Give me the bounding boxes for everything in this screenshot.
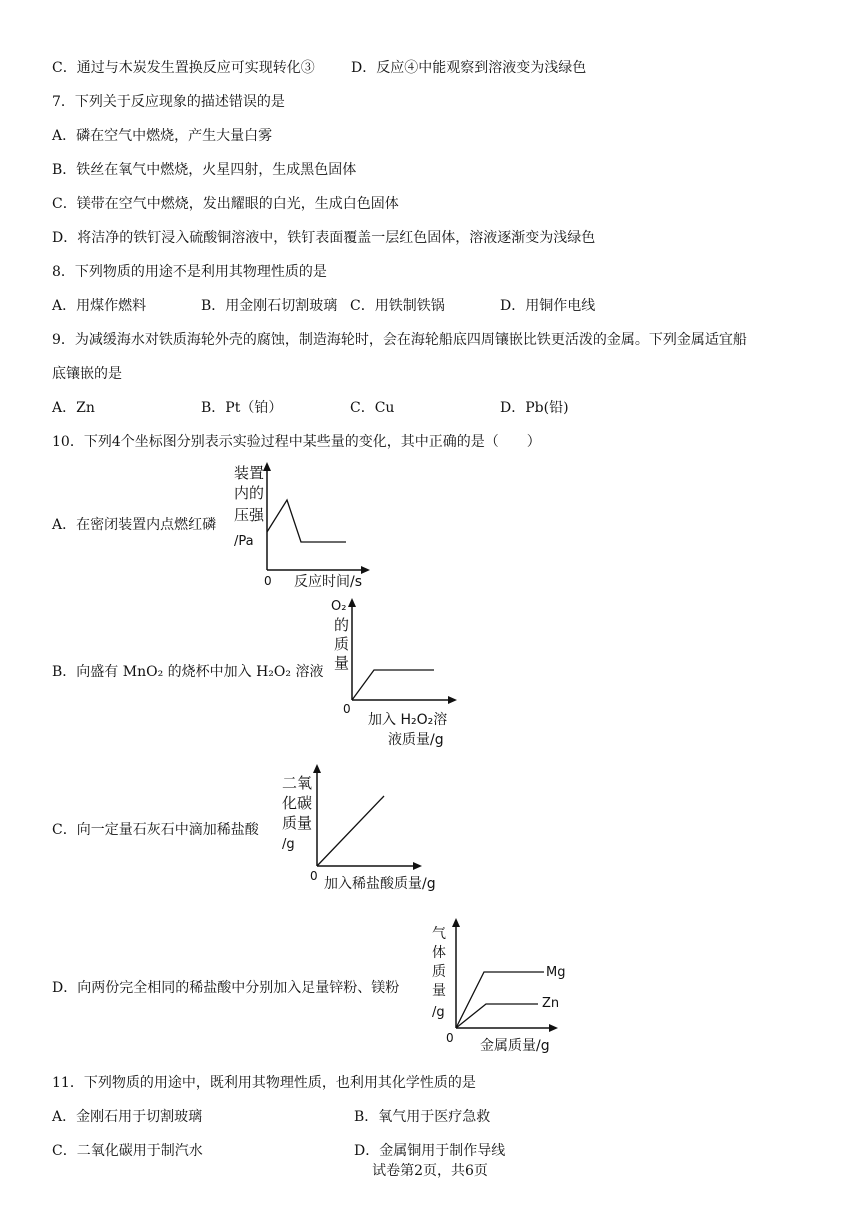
q7-option-d: D．将洁净的铁钉浸入硫酸铜溶液中，铁钉表面覆盖一层红色固体，溶液逐渐变为浅绿色 bbox=[52, 230, 596, 246]
graph-a-ylabel-3: 压强 bbox=[234, 506, 265, 524]
graph-d-series-mg: Mg bbox=[546, 965, 566, 980]
q9-option-c: C．Cu bbox=[350, 400, 395, 416]
q11-option-d: D．金属铜用于制作导线 bbox=[354, 1143, 506, 1159]
q11-option-b: B．氧气用于医疗急救 bbox=[354, 1109, 491, 1125]
q8-option-d: D．用铜作电线 bbox=[500, 298, 596, 314]
graph-b-ylabel-2: 的 bbox=[334, 616, 350, 634]
graph-a-ylabel-1: 装置 bbox=[234, 464, 265, 482]
q9-stem-line1: 9．为减缓海水对铁质海轮外壳的腐蚀，制造海轮时，会在海轮船底四周镶嵌比铁更活泼的金属。下列金属适宜船 bbox=[52, 332, 747, 348]
graph-b-ylabel-1: O₂ bbox=[331, 599, 347, 614]
q10-graph-c bbox=[278, 758, 458, 898]
q9-option-d: D．Pb(铅) bbox=[500, 400, 569, 416]
q7-option-a: A．磷在空气中燃烧，产生大量白雾 bbox=[52, 128, 273, 144]
graph-c-xlabel: 加入稀盐酸质量/g bbox=[324, 876, 436, 892]
q10-graph-d bbox=[426, 912, 586, 1057]
graph-d-origin: 0 bbox=[446, 1031, 454, 1045]
graph-d-ylabel-2: 体 bbox=[432, 945, 446, 961]
graph-c-ylabel-4: /g bbox=[282, 837, 295, 852]
q8-option-b: B．用金刚石切割玻璃 bbox=[201, 298, 338, 314]
graph-d-series-zn: Zn bbox=[542, 996, 560, 1011]
graph-c-ylabel-1: 二氧 bbox=[282, 774, 313, 792]
q10-graph-b bbox=[326, 592, 486, 752]
q9-option-b: B．Pt（铂） bbox=[201, 400, 283, 416]
graph-d-xlabel: 金属质量/g bbox=[480, 1038, 550, 1054]
q10-option-c: C．向一定量石灰石中滴加稀盐酸 bbox=[52, 822, 259, 838]
graph-a-xlabel: 反应时间/s bbox=[294, 574, 363, 590]
graph-c-ylabel-2: 化碳 bbox=[282, 794, 313, 812]
page-footer: 试卷第2页，共6页 bbox=[372, 1163, 488, 1179]
graph-b-ylabel-4: 量 bbox=[334, 654, 350, 672]
graph-b-origin: 0 bbox=[343, 702, 351, 716]
q9-stem-line2: 底镶嵌的是 bbox=[52, 366, 122, 382]
q10-graph-a bbox=[226, 460, 376, 590]
graph-a-origin: 0 bbox=[264, 574, 272, 588]
q6-option-d: D．反应④中能观察到溶液变为浅绿色 bbox=[351, 60, 587, 76]
graph-c-ylabel-3: 质量 bbox=[282, 814, 313, 832]
q10-option-d: D．向两份完全相同的稀盐酸中分别加入足量锌粉、镁粉 bbox=[52, 980, 400, 996]
graph-a-ylabel-4: /Pa bbox=[234, 534, 254, 549]
q10-stem: 10．下列4个坐标图分别表示实验过程中某些量的变化，其中正确的是（ ） bbox=[52, 434, 541, 450]
graph-b-xlabel-2: 液质量/g bbox=[388, 732, 444, 748]
graph-a-ylabel-2: 内的 bbox=[234, 484, 265, 502]
q11-option-c: C．二氧化碳用于制汽水 bbox=[52, 1143, 203, 1159]
q8-option-a: A．用煤作燃料 bbox=[52, 298, 147, 314]
graph-d-ylabel-1: 气 bbox=[432, 926, 446, 942]
q7-option-c: C．镁带在空气中燃烧，发出耀眼的白光，生成白色固体 bbox=[52, 196, 399, 212]
graph-b-xlabel-1: 加入 H₂O₂溶 bbox=[368, 712, 448, 728]
q9-option-a: A．Zn bbox=[52, 400, 95, 416]
q10-option-a: A．在密闭装置内点燃红磷 bbox=[52, 517, 217, 533]
graph-d-ylabel-4: 量 bbox=[432, 983, 446, 999]
graph-b-ylabel-3: 质 bbox=[334, 635, 350, 653]
graph-d-ylabel-5: /g bbox=[432, 1005, 445, 1020]
q7-option-b: B．铁丝在氧气中燃烧，火星四射，生成黑色固体 bbox=[52, 162, 357, 178]
q11-option-a: A．金刚石用于切割玻璃 bbox=[52, 1109, 203, 1125]
q8-option-c: C．用铁制铁锅 bbox=[350, 298, 445, 314]
q11-stem: 11．下列物质的用途中，既利用其物理性质，也利用其化学性质的是 bbox=[52, 1075, 476, 1091]
graph-d-ylabel-3: 质 bbox=[432, 964, 446, 980]
graph-c-origin: 0 bbox=[310, 869, 318, 883]
q6-option-c: C．通过与木炭发生置换反应可实现转化③ bbox=[52, 60, 315, 76]
q10-option-b: B．向盛有 MnO₂ 的烧杯中加入 H₂O₂ 溶液 bbox=[52, 664, 324, 680]
q7-stem: 7．下列关于反应现象的描述错误的是 bbox=[52, 94, 285, 110]
q8-stem: 8．下列物质的用途不是利用其物理性质的是 bbox=[52, 264, 327, 280]
